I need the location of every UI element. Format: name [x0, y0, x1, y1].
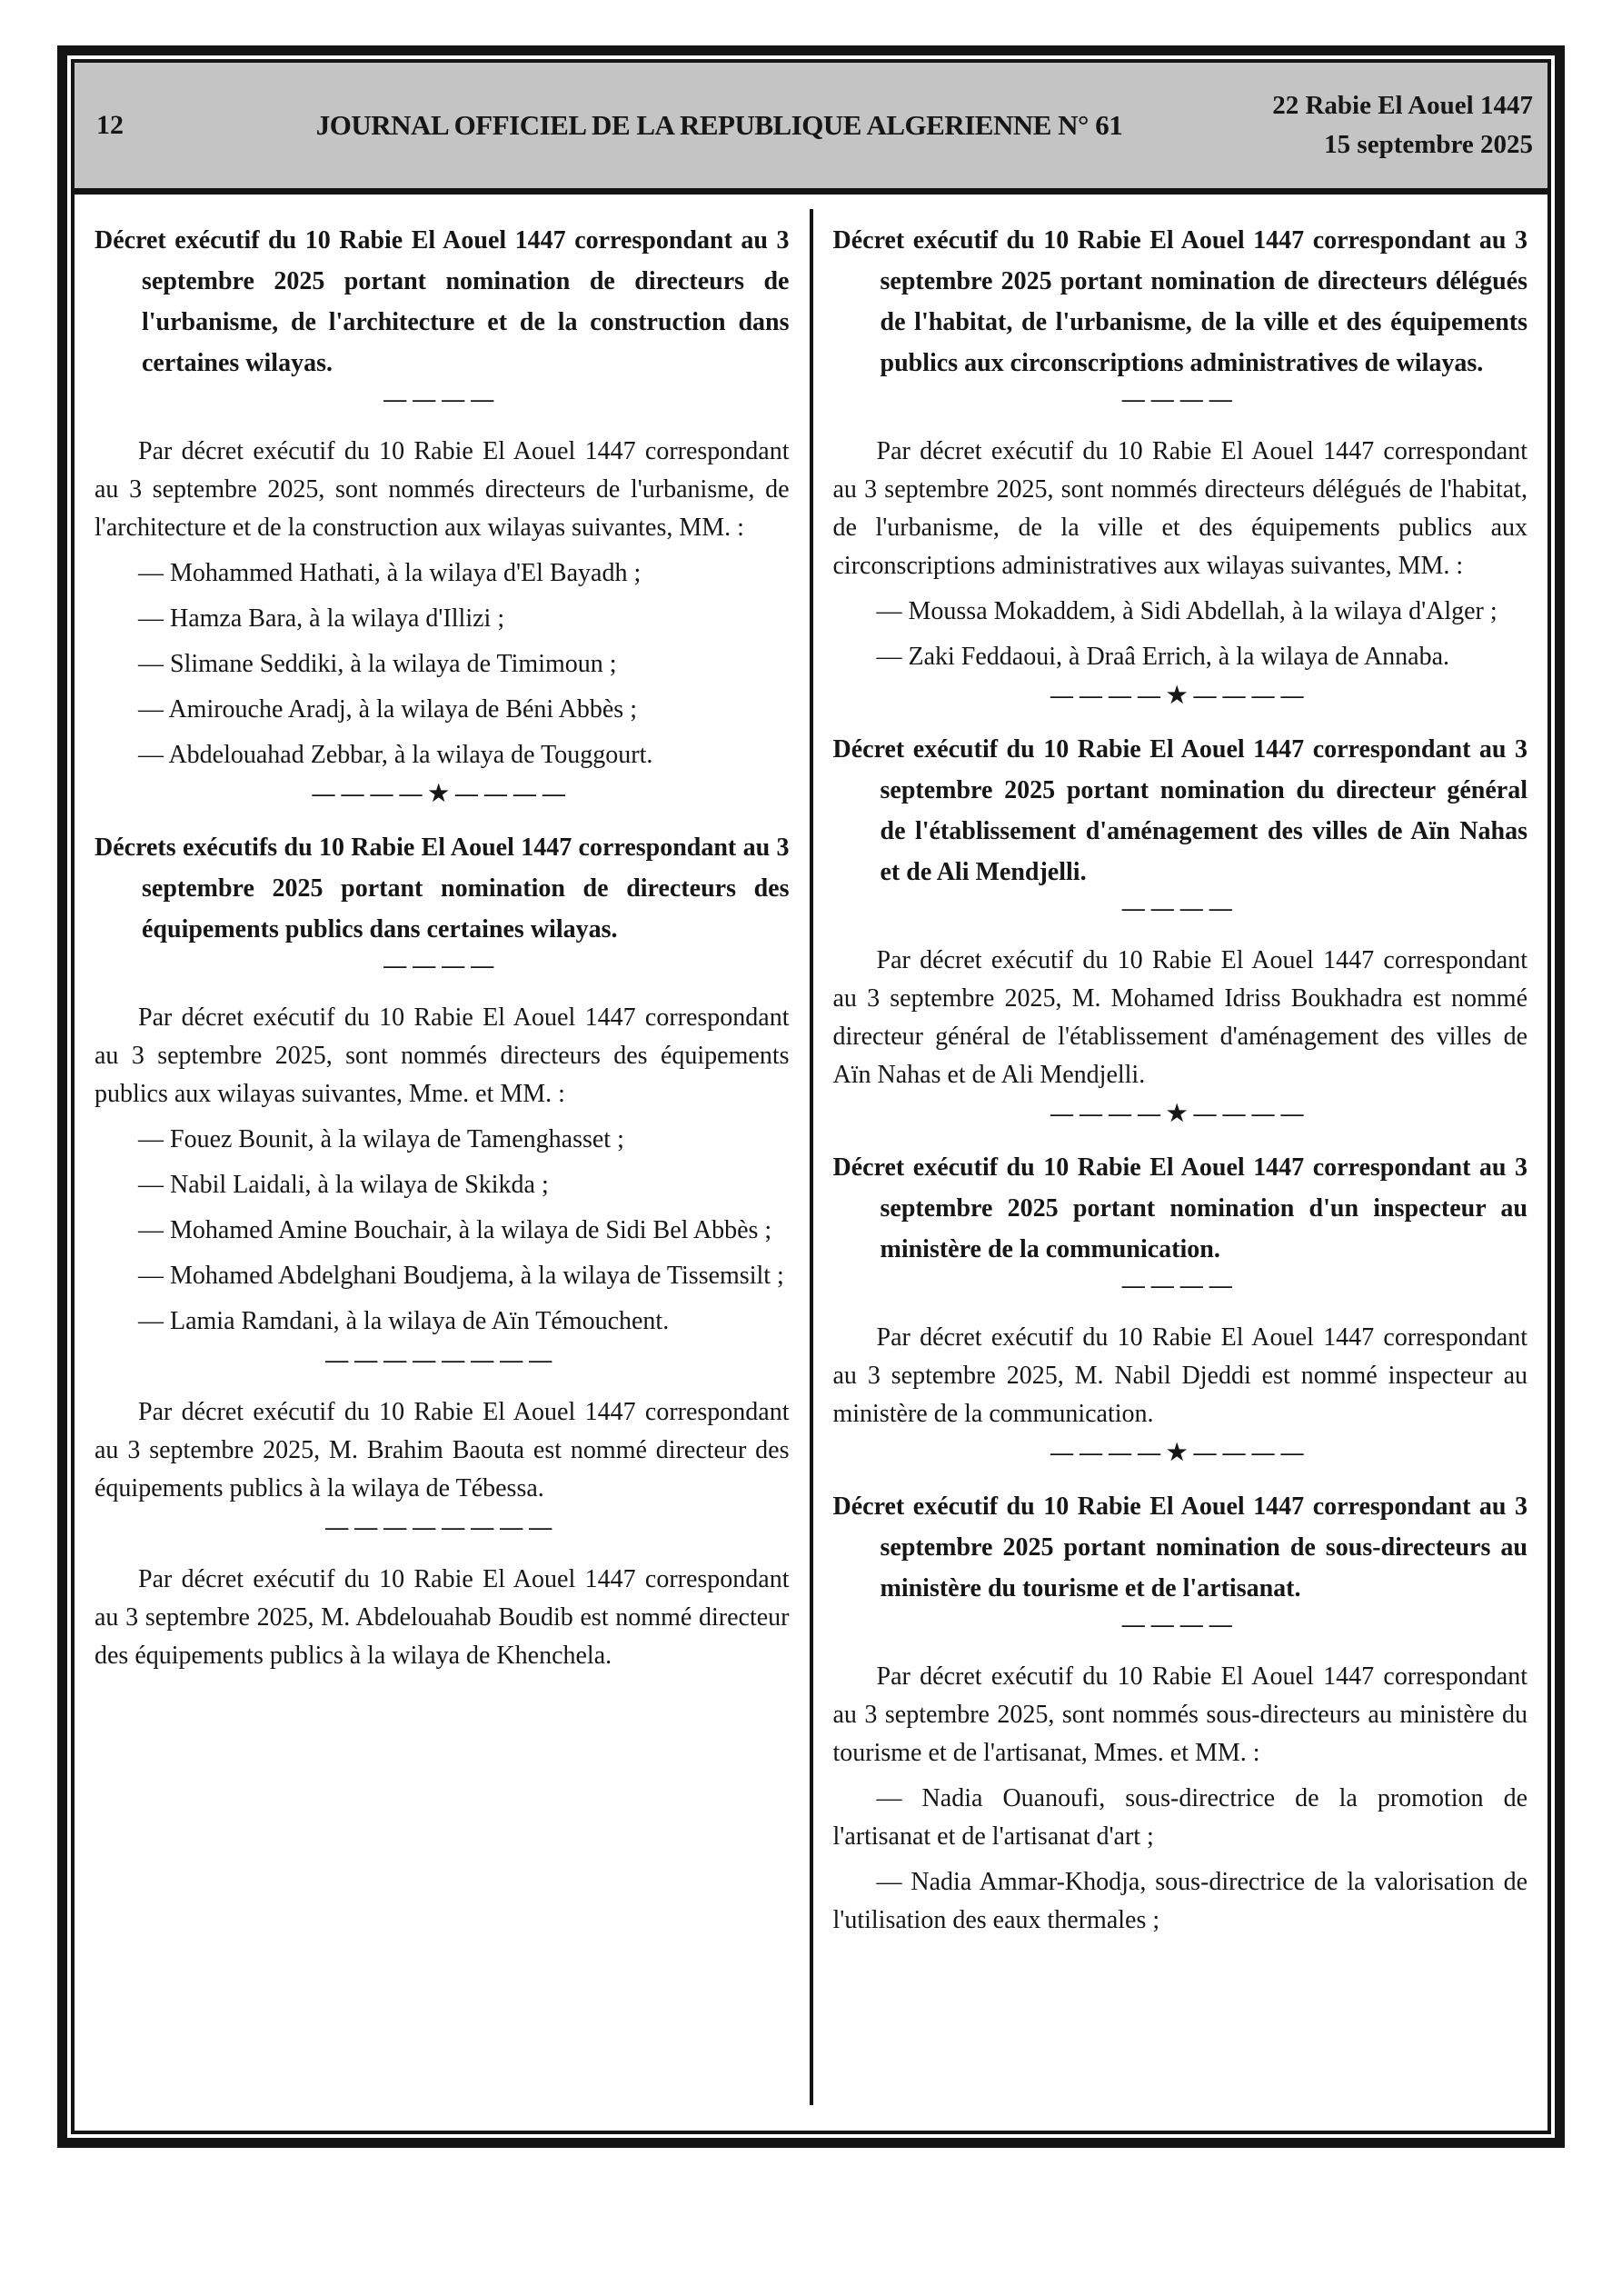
page-header [75, 63, 1547, 195]
page-frame-inner [71, 59, 1551, 2134]
issue-dates [1233, 86, 1533, 165]
decree-heading: Décret exécutif du 10 Rabie El Aouel 1447 correspondant au 3 septembre 2025 portant nomination de directeurs délégués de l'habitat, de l'urbanisme, de la ville et des équipements publics aux circonscriptions administratives de wilayas. [832, 226, 1527, 377]
star-separator: ————★———— [1050, 684, 1310, 708]
dash-separator: ———— [1121, 387, 1239, 412]
right-column [813, 209, 1548, 2105]
appointment-item: — Nabil Laidali, à la wilaya de Skikda ; [138, 1171, 549, 1199]
dash-separator: ———— [1121, 896, 1239, 921]
appointment-item: — Zaki Feddaoui, à Draâ Errich, à la wilaya de Annaba. [876, 643, 1450, 671]
appointment-item: — Abdelouahad Zebbar, à la wilaya de Touggourt. [138, 741, 653, 769]
page-frame-outer [57, 45, 1565, 2148]
appointment-item: — Mohamed Abdelghani Boudjema, à la wilaya de Tissemsilt ; [138, 1262, 784, 1290]
long-dash-separator: ———————— [325, 1348, 559, 1373]
appointment-item: — Hamza Bara, à la wilaya d'Illizi ; [138, 604, 505, 633]
decree-paragraph: Par décret exécutif du 10 Rabie El Aouel 1447 correspondant au 3 septembre 2025, sont nommés directeurs des équipements publics aux wilayas suivantes, Mme. et MM. : [95, 1003, 790, 1108]
decree-paragraph: Par décret exécutif du 10 Rabie El Aouel 1447 correspondant au 3 septembre 2025, M. Mohamed Idriss Boukhadra est nommé directeur général de l'établissement d'aménagement des villes de Aïn Nahas et de Ali Mendjelli. [832, 946, 1527, 1089]
appointment-item: — Amirouche Aradj, à la wilaya de Béni Abbès ; [138, 695, 637, 724]
decree-paragraph: Par décret exécutif du 10 Rabie El Aouel 1447 correspondant au 3 septembre 2025, sont nommés directeurs de l'urbanisme, de l'architecture et de la construction aux wilayas suivantes, MM. : [95, 437, 790, 542]
dash-separator: ———— [383, 387, 501, 412]
decree-paragraph: Par décret exécutif du 10 Rabie El Aouel 1447 correspondant au 3 septembre 2025, M. Nabil Djeddi est nommé inspecteur au ministère de la communication. [832, 1323, 1527, 1428]
dash-separator: ———— [1121, 1612, 1239, 1637]
long-dash-separator: ———————— [325, 1515, 559, 1540]
decree-heading: Décret exécutif du 10 Rabie El Aouel 1447 correspondant au 3 septembre 2025 portant nomination du directeur général de l'établissement d'aménagement des villes de Aïn Nahas et de Ali Mendjelli. [832, 735, 1527, 886]
appointment-item: — Slimane Seddiki, à la wilaya de Timimoun ; [138, 650, 617, 678]
decree-heading: Décret exécutif du 10 Rabie El Aouel 1447 correspondant au 3 septembre 2025 portant nomination d'un inspecteur au ministère de la communication. [832, 1153, 1527, 1263]
page-number: 12 [96, 110, 124, 140]
star-separator: ————★———— [312, 782, 572, 806]
journal-title: JOURNAL OFFICIEL DE LA REPUBLIQUE ALGERIENNE N° 61 [315, 109, 1123, 141]
appointment-item: — Mohamed Amine Bouchair, à la wilaya de Sidi Bel Abbès ; [138, 1216, 772, 1244]
decree-paragraph: Par décret exécutif du 10 Rabie El Aouel 1447 correspondant au 3 septembre 2025, M. Abdelouahab Boudib est nommé directeur des équipements publics à la wilaya de Khenchela. [95, 1565, 790, 1670]
appointment-item: — Fouez Bounit, à la wilaya de Tamenghasset ; [138, 1125, 624, 1153]
decree-paragraph: Par décret exécutif du 10 Rabie El Aouel 1447 correspondant au 3 septembre 2025, sont nommés sous-directeurs au ministère du tourisme et de l'artisanat, Mmes. et MM. : [832, 1662, 1527, 1767]
decree-heading: Décrets exécutifs du 10 Rabie El Aouel 1447 correspondant au 3 septembre 2025 portant nomination de directeurs des équipements publics dans certaines wilayas. [95, 834, 790, 943]
star-separator: ————★———— [1050, 1102, 1310, 1126]
decree-paragraph: Par décret exécutif du 10 Rabie El Aouel 1447 correspondant au 3 septembre 2025, M. Brahim Baouta est nommé directeur des équipements publics à la wilaya de Tébessa. [95, 1398, 790, 1502]
page-content [75, 195, 1547, 2131]
star-separator: ————★———— [1050, 1441, 1310, 1465]
appointment-item: — Lamia Ramdani, à la wilaya de Aïn Témouchent. [138, 1307, 670, 1335]
dash-separator: ———— [383, 953, 501, 978]
appointment-item: — Mohammed Hathati, à la wilaya d'El Bayadh ; [138, 559, 642, 587]
left-column [75, 209, 810, 2105]
date-gregorian: 15 septembre 2025 [1324, 130, 1533, 159]
decree-heading: Décret exécutif du 10 Rabie El Aouel 1447 correspondant au 3 septembre 2025 portant nomination de sous-directeurs au ministère du tourisme et de l'artisanat. [832, 1492, 1527, 1602]
appointment-item: — Moussa Mokaddem, à Sidi Abdellah, à la wilaya d'Alger ; [876, 597, 1498, 625]
appointment-item: — Nadia Ammar-Khodja, sous-directrice de la valorisation de l'utilisation des eaux thermales ; [832, 1868, 1527, 1934]
dash-separator: ———— [1121, 1273, 1239, 1298]
decree-paragraph: Par décret exécutif du 10 Rabie El Aouel 1447 correspondant au 3 septembre 2025, sont nommés directeurs délégués de l'habitat, de l'urbanisme, de la ville et des équipements publics aux circonscriptions administratives aux wilayas suivantes, MM. : [832, 437, 1527, 580]
date-hijri: 22 Rabie El Aouel 1447 [1272, 91, 1533, 120]
appointment-item: — Nadia Ouanoufi, sous-directrice de la promotion de l'artisanat et de l'artisanat d'art ; [832, 1784, 1527, 1851]
decree-heading: Décret exécutif du 10 Rabie El Aouel 1447 correspondant au 3 septembre 2025 portant nomination de directeurs de l'urbanisme, de l'architecture et de la construction dans certaines wilayas. [95, 226, 790, 377]
